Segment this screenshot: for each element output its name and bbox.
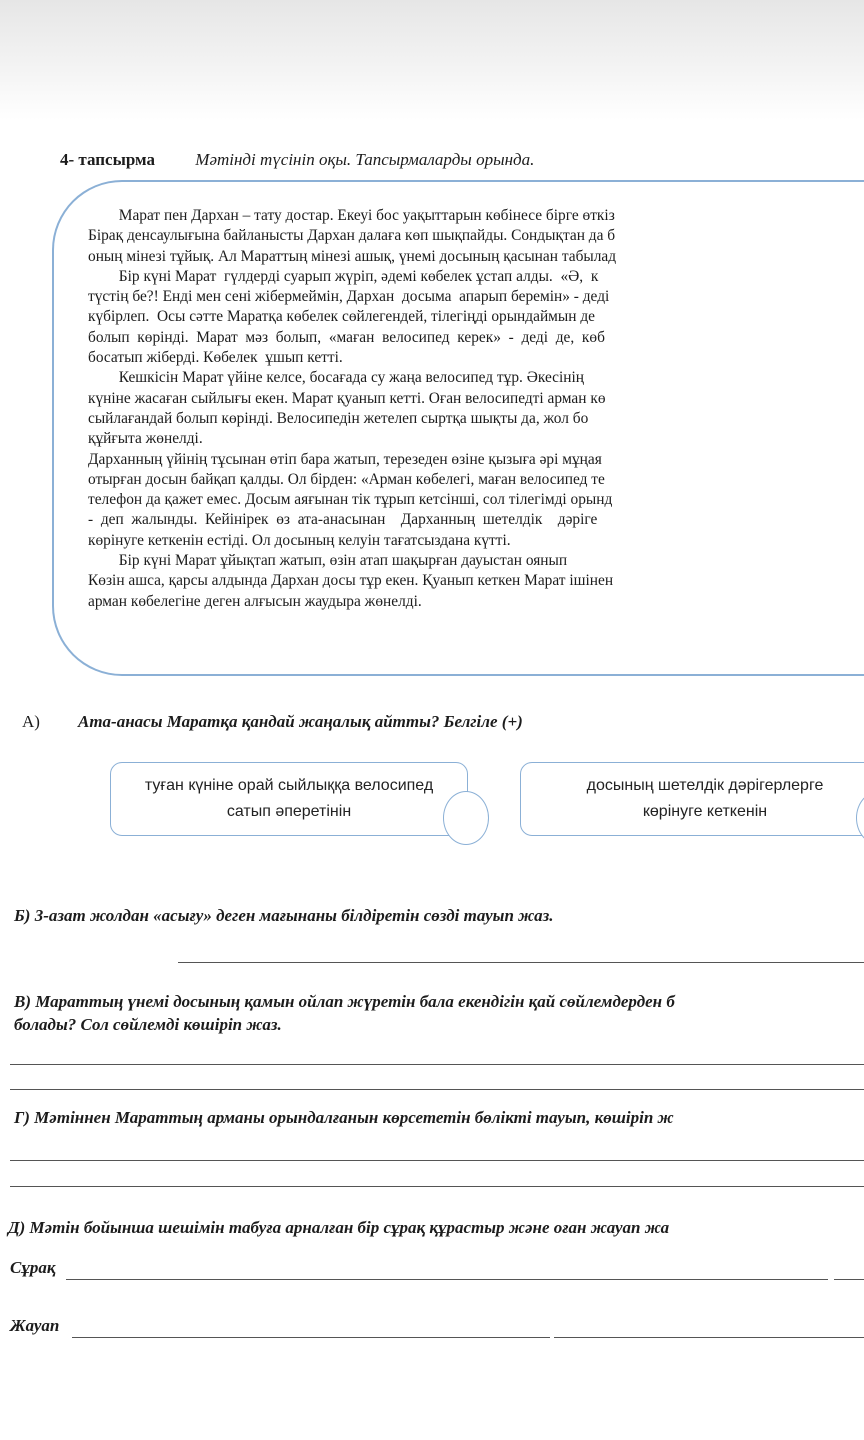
task-number: 4- тапсырма <box>60 150 156 169</box>
answer-answer-line-1[interactable] <box>72 1337 550 1338</box>
story-line: күбірлеп. Осы сәтте Маратқа көбелек сөйлегендей, тілегіңді орындаймын де <box>88 308 596 326</box>
question-label: Сұрақ <box>10 1258 56 1277</box>
story-line: отырған досын байқап қалды. Ол бірден: «Арман көбелегі, маған велосипед те <box>88 470 605 488</box>
story-line: телефон да қажет емес. Досым аяғынан тік тұрып кетсінші, сол тілегімді орынд <box>88 491 613 509</box>
story-line: құйғыта жөнелді. <box>88 430 203 448</box>
story-line: Марат пен Дархан – тату достар. Екеуі бос уақыттарын көбінесе бірге өткіз <box>88 207 615 224</box>
story-line: оның мінезі тұйық. Ал Мараттың мінезі ашық, үнемі досының қасынан табылад <box>88 247 617 265</box>
story-line: Дарханның үйінің тұсынан өтіп бара жатып, терезеден өзіне қызыға әрі мұңая <box>88 450 602 468</box>
answer-label: Жауап <box>10 1316 60 1335</box>
story-line: Бір күні Марат гүлдерді суарып жүріп, әдемі көбелек ұстап алды. «Ә, к <box>88 267 599 285</box>
question-v-line-1: В) Мараттың үнемі досының қамын ойлап жүретін бала екендігін қай сөйлемдерден б <box>14 992 675 1011</box>
option-1-line-2: сатып әперетінін <box>226 803 352 820</box>
story-line: - деп жалынды. Кейінірек өз ата-анасынан Дарханның шетелдік дәріге <box>88 511 598 529</box>
answer-line-v-2[interactable] <box>10 1089 864 1090</box>
story-line: Бірақ денсаулығына байланысты Дархан далаға көп шықпайды. Сондықтан да б <box>88 227 616 245</box>
answer-line-g-1[interactable] <box>10 1160 864 1161</box>
question-a <box>22 712 523 732</box>
question-g: Г) Мәтіннен Мараттың арманы орындалғанын көрсететін бөлікті тауып, көшіріп ж <box>14 1108 674 1127</box>
story-line: Кешкісін Марат үйіне келсе, босағада су жаңа велосипед тұр. Әкесінің <box>88 369 585 387</box>
question-b: Б) 3-азат жолдан «асығу» деген мағынаны білдіретін сөзді тауып жаз. <box>14 906 554 925</box>
story-line: Бір күні Марат ұйықтап жатып, өзін атап шақырған дауыстан оянып <box>88 552 568 570</box>
story-line: күніне жасаған сыйлығы екен. Марат қуанып кетті. Оған велосипедті арман кө <box>88 389 606 407</box>
option-2-line-1: досының шетелдік дәрігерлерге <box>586 777 824 794</box>
question-a-text: Ата-анасы Маратқа қандай жаңалық айтты? Белгіле (+) <box>78 712 523 731</box>
answer-line-b[interactable] <box>178 962 864 963</box>
option-1-line-1: туған күніне орай сыйлыққа велосипед <box>144 777 434 794</box>
story-line: болып көрінді. Марат мәз болып, «маған велосипед керек» - деді де, көб <box>88 328 605 346</box>
story-line: Көзін ашса, қарсы алдында Дархан досы тұр екен. Қуанып кеткен Марат ішінен <box>88 572 614 590</box>
question-answer-line-1[interactable] <box>66 1279 828 1280</box>
top-shadow <box>0 0 864 120</box>
story-line: түстің бе?! Енді мен сені жібермеймін, Дархан досыма апарып беремін» - деді <box>88 288 610 306</box>
option-2-line-2: көрінуге кеткенін <box>642 803 768 820</box>
question-a-letter: А) <box>22 712 40 731</box>
story-line: босатып жіберді. Көбелек ұшып кетті. <box>88 349 343 367</box>
answer-option-1[interactable] <box>110 762 468 836</box>
question-d: Д) Мәтін бойынша шешімін табуға арналған бір сұрақ құрастыр және оған жауап жа <box>8 1218 670 1237</box>
story-text <box>88 206 864 612</box>
story-line: сыйлағандай болып көрінді. Велосипедін жетелеп сыртқа шықты да, жол бо <box>88 409 589 427</box>
option-1-checkbox[interactable] <box>443 791 489 845</box>
question-v-line-2: болады? Сол сөйлемді көшіріп жаз. <box>14 1015 282 1034</box>
task-instruction: Мәтінді түсініп оқы. Тапсырмаларды орында. <box>195 150 535 169</box>
answer-line-v-1[interactable] <box>10 1064 864 1065</box>
story-line: арман көбелегіне деген алғысын жаудыра жөнелді. <box>88 592 422 610</box>
answer-answer-line-2[interactable] <box>554 1337 864 1338</box>
answer-line-g-2[interactable] <box>10 1186 864 1187</box>
question-answer-line-2[interactable] <box>834 1279 864 1280</box>
task-header <box>60 150 534 170</box>
story-line: көрінуге кеткенін естіді. Ол досының келуін тағатсыздана күтті. <box>88 531 511 549</box>
answer-option-2[interactable] <box>520 762 864 836</box>
